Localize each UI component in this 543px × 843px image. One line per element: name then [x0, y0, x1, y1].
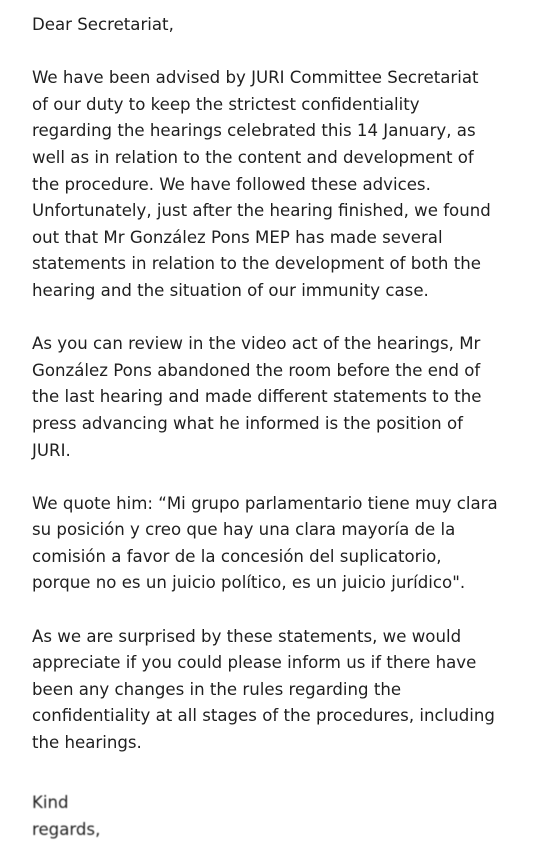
paragraph-quote [32, 491, 532, 597]
text-line: regarding the hearings celebrated this 14 January, as [32, 121, 476, 141]
letter-body [32, 12, 532, 783]
text-line: su posición y creo que hay una clara mayoría de la [32, 520, 456, 540]
text-line: hearing and the situation of our immunity case. [32, 280, 429, 300]
text-line: As we are surprised by these statements, we would [32, 626, 462, 646]
text-line: Unfortunately, just after the hearing finished, we found [32, 201, 491, 221]
paragraph-hearing-confidentiality [32, 65, 532, 304]
text-line: JURI. [32, 440, 71, 460]
text-line: of our duty to keep the strictest confidentiality [32, 94, 420, 114]
text-line: confidentiality at all stages of the procedures, including [32, 706, 495, 726]
text-line: statements in relation to the development of both the [32, 254, 481, 274]
letter-greeting: Dear Secretariat, [32, 15, 174, 34]
text-line: well as in relation to the content and development of [32, 147, 474, 167]
paragraph-video-act [32, 331, 532, 464]
text-line: out that Mr González Pons MEP has made several [32, 227, 443, 247]
paragraph-request [32, 624, 532, 757]
closing-text: Kind regards, [32, 793, 101, 839]
cutoff-closing-line [32, 793, 122, 839]
text-line: appreciate if you could please inform us if there have [32, 653, 477, 673]
text-line: As you can review in the video act of the hearings, Mr [32, 334, 481, 354]
text-line: We have been advised by JURI Committee Secretariat [32, 68, 479, 88]
text-line: been any changes in the rules regarding the [32, 679, 402, 699]
text-line: the last hearing and made different statements to the [32, 387, 482, 407]
text-line: We quote him: “Mi grupo parlamentario tiene muy clara [32, 493, 498, 513]
text-line: porque no es un juicio político, es un juicio jurídico". [32, 573, 466, 593]
text-line: the procedure. We have followed these advices. [32, 174, 431, 194]
text-line: González Pons abandoned the room before the end of [32, 360, 481, 380]
text-line: press advancing what he informed is the position of [32, 413, 463, 433]
text-line: the hearings. [32, 733, 142, 753]
text-line: comisión a favor de la concesión del suplicatorio, [32, 546, 442, 566]
